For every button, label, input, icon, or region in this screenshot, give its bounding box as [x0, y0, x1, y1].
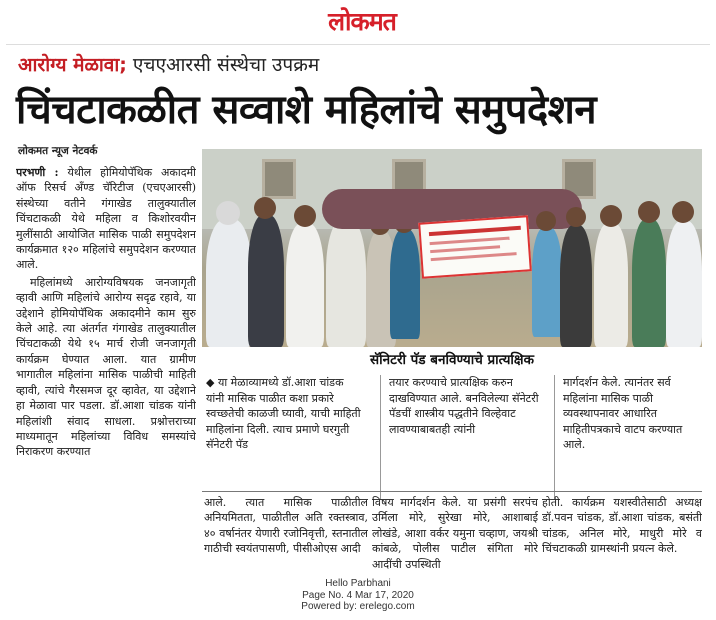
page-footer — [0, 578, 716, 618]
kicker-topic: आरोग्य मेळावा; — [18, 54, 127, 76]
masthead — [0, 0, 716, 44]
kicker — [18, 51, 319, 79]
footer-edition: Hello Parbhani — [325, 578, 391, 589]
footer-page-date: Page No. 4 Mar 17, 2020 — [302, 589, 414, 601]
footer-powered-by[interactable]: Powered by: erelego.com — [301, 601, 415, 612]
lokmat-logo[interactable]: लोकमत — [328, 7, 396, 36]
headline: चिंचटाकळीत सव्वाशे महिलांचे समुपदेशन — [16, 87, 597, 133]
section-divider — [202, 491, 702, 492]
news-clipping — [6, 44, 710, 572]
photo-text-1: ◆ या मेळाव्यामध्ये डॉ.आशा चांडक यांनी मासिक पाळीत कशा प्रकारे स्वच्छतेची काळजी घ्यावी, याची माहिती माहिलांना दिली. त्याच प्रमाणे घरगुती सॅनेटरी पॅड — [206, 376, 361, 452]
bottom-text-3: होती. कार्यक्रम यशस्वीतेसाठी अध्यक्ष डॉ.पवन चांडक, डॉ.आशा चांडक, बसंती चांडक, अनिल मोरे, माधुरी मोरे व चिंचटाकळी ग्रामस्थांनी प्रयत्न केले. — [542, 496, 702, 556]
kicker-subtitle: एचएआरसी संस्थेचा उपक्रम — [126, 54, 320, 76]
bottom-column-1 — [204, 495, 368, 571]
photo-text-column-2 — [380, 375, 540, 499]
photo-text-2: तयार करण्याचे प्रात्यक्षिक करुन दाखविण्यात आले. बनविलेल्या सॅनेटरी पॅडचीं शास्त्रीय पद्धतीने विल्हेवाट लावण्याबाबतही त्यांनी — [389, 376, 539, 436]
body-paragraph: महिलांमध्ये आरोग्यविषयक जनजागृती व्हावी आणि महिलांचे आरोग्य सदृढ रहावे, या उद्देशाने होमियोपॅथिक अकादमीने काम सुरु केले आहे. त्या अंतर्गत गंगाखेड तालुक्यातील चिंचटाकळी येथे १५ मार्च रोजी जनजागृती कार्यक्रम घेण्यात आला. यात ग्रामीण भागातील महिलांना मासिक पाळीची माहिती व्हावी, त्यांचे गैरसमज दूर व्हावेत, या उद्देशाने हा मेळावा पार पडला. डॉ.आशा चांडक यांनी महिलांशी संवाद साधला. प्रश्नोत्तराच्या माध्यमातून महिलांच्या विविध समस्यांचे निराकरण करण्यात — [16, 275, 196, 459]
bottom-text-2: विषय मार्गदर्शन केले. या प्रसंगी सरपंच उर्मिला मोरे, सुरेखा मोरे, आशाबाई लोखंडे, आशा वर्कर यमुना चव्हाण, जयश्री कांबळे, पोलीस पाटील संगिता मोरे आदींची उपस्थिती — [372, 496, 538, 571]
left-column — [16, 165, 196, 565]
bottom-column-3 — [542, 495, 702, 571]
lead-text: येथील होमियोपॅथिक अकादमी ऑफ रिसर्च अँण्ड चॅरिटीज (एचएआरसी) संस्थेच्या वतीने गंगाखेड तालुक्यातील चिंचटाकळी येथे महिला व किशोरवयीन मुलींसाठी आयोजित मासिक पाळी समुपदेशन कार्यक्रमात १२० महिलांचे समुपदेशन करण्यात आले. — [16, 166, 196, 272]
bottom-text-1: आले. त्यात मासिक पाळीतील अनियमितता, पाळीतील अति रक्तस्त्राव, ४० वर्षानंतर येणारी रजोनिवृत्ती, स्तनातील गाठीची स्वयंतपासणी, पीसीओएस आदी — [204, 496, 368, 556]
photo-caption-box — [202, 347, 702, 371]
bottom-column-2 — [372, 495, 538, 571]
lead-paragraph — [16, 165, 196, 273]
photo-caption: सॅनिटरी पॅड बनविण्याचे प्रात्यक्षिक — [370, 352, 534, 368]
photo-text-column-1 — [206, 375, 364, 499]
dateline: परभणी : — [16, 166, 59, 179]
photo-text-3: मार्गदर्शन केले. त्यानंतर सर्व महिलांना मासिक पाळी व्यवस्थापनावर आधारित माहितीपत्रकाचे वाटप करण्यात आले. — [563, 376, 683, 452]
photo-text-column-3 — [554, 375, 702, 499]
event-banner — [418, 215, 532, 279]
event-photo — [202, 149, 702, 347]
byline: लोकमत न्यूज नेटवर्क — [18, 145, 98, 157]
